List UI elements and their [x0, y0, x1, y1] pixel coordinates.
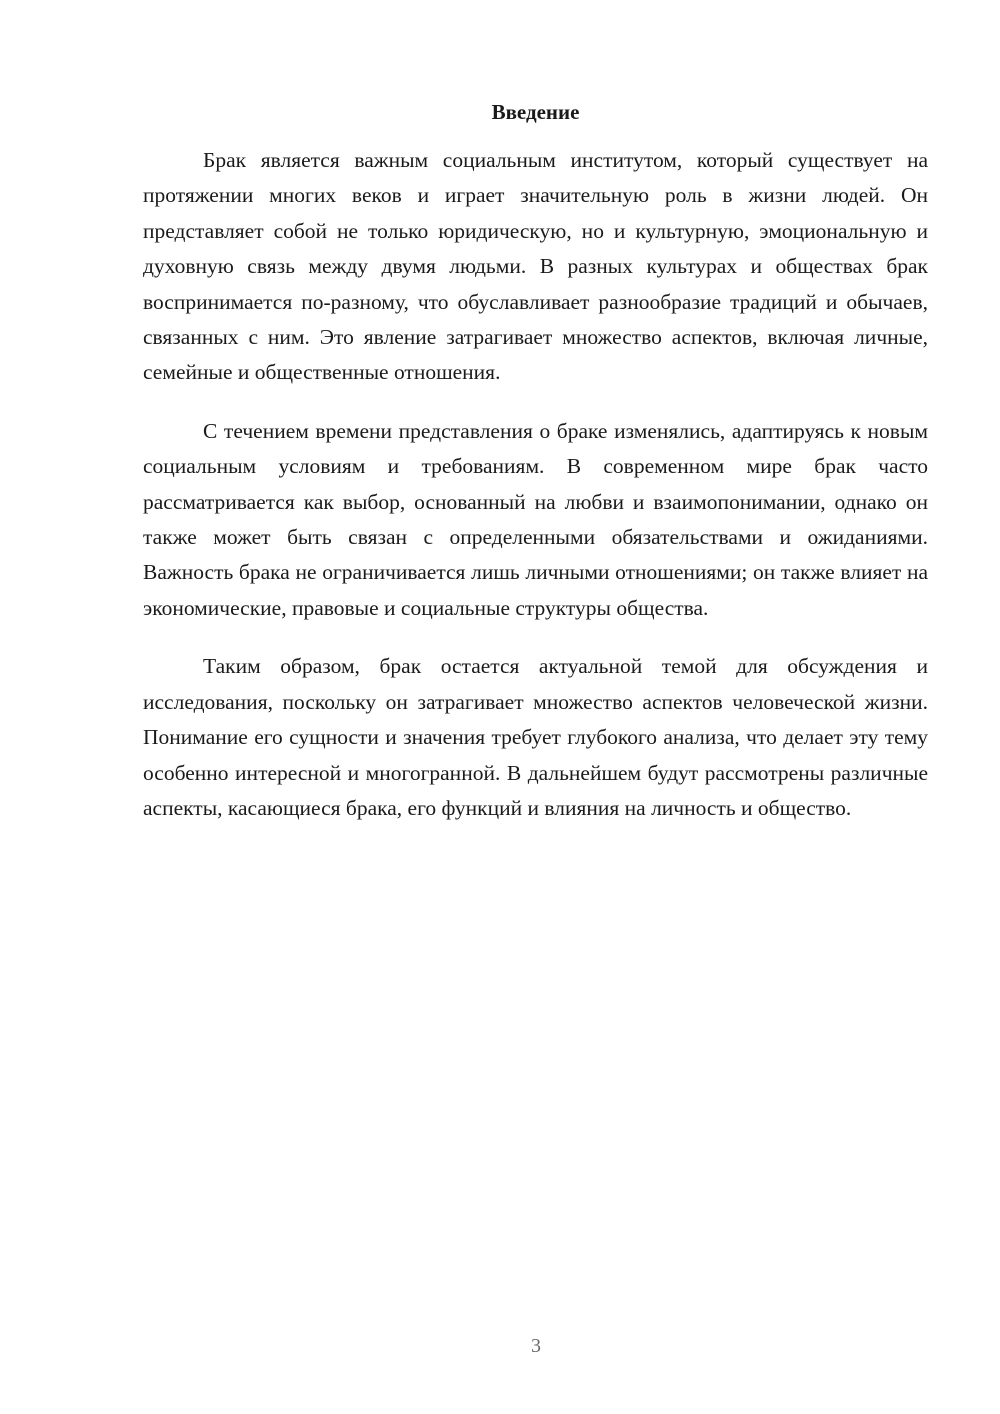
paragraph-3: Таким образом, брак остается актуальной темой для обсуждения и исследования, поскольку он затрагивает множество аспектов человеческой жизни. Понимание его сущности и значения требует глубокого анализа, что делает эту тему особенно интересной и многогранной. В дальнейшем будут рассмотрены различные аспекты, касающиеся брака, его функций и влияния на личность и общество.	[143, 654, 928, 820]
page-title: Введение	[491, 100, 580, 124]
page-number: 3	[531, 1335, 541, 1357]
paragraph-2: С течением времени представления о браке изменялись, адаптируясь к новым социальным условиям и требованиям. В современном мире брак часто рассматривается как выбор, основанный на любви и взаимопонимании, однако он также может быть связан с определенными обязательствами и ожиданиями. Важность брака не ограничивается лишь личными отношениями; он также влияет на экономические, правовые и социальные структуры общества.	[143, 418, 928, 620]
document-body	[143, 143, 928, 849]
paragraph-1: Брак является важным социальным институтом, который существует на протяжении многих веков и играет значительную роль в жизни людей. Он представляет собой не только юридическую, но и культурную, эмоциональную и духовную связь между двумя людьми. В разных культурах и обществах брак воспринимается по-разному, что обуславливает разнообразие традиций и обычаев, связанных с ним. Это явление затрагивает множество аспектов, включая личные, семейные и общественные отношения.	[143, 148, 928, 385]
